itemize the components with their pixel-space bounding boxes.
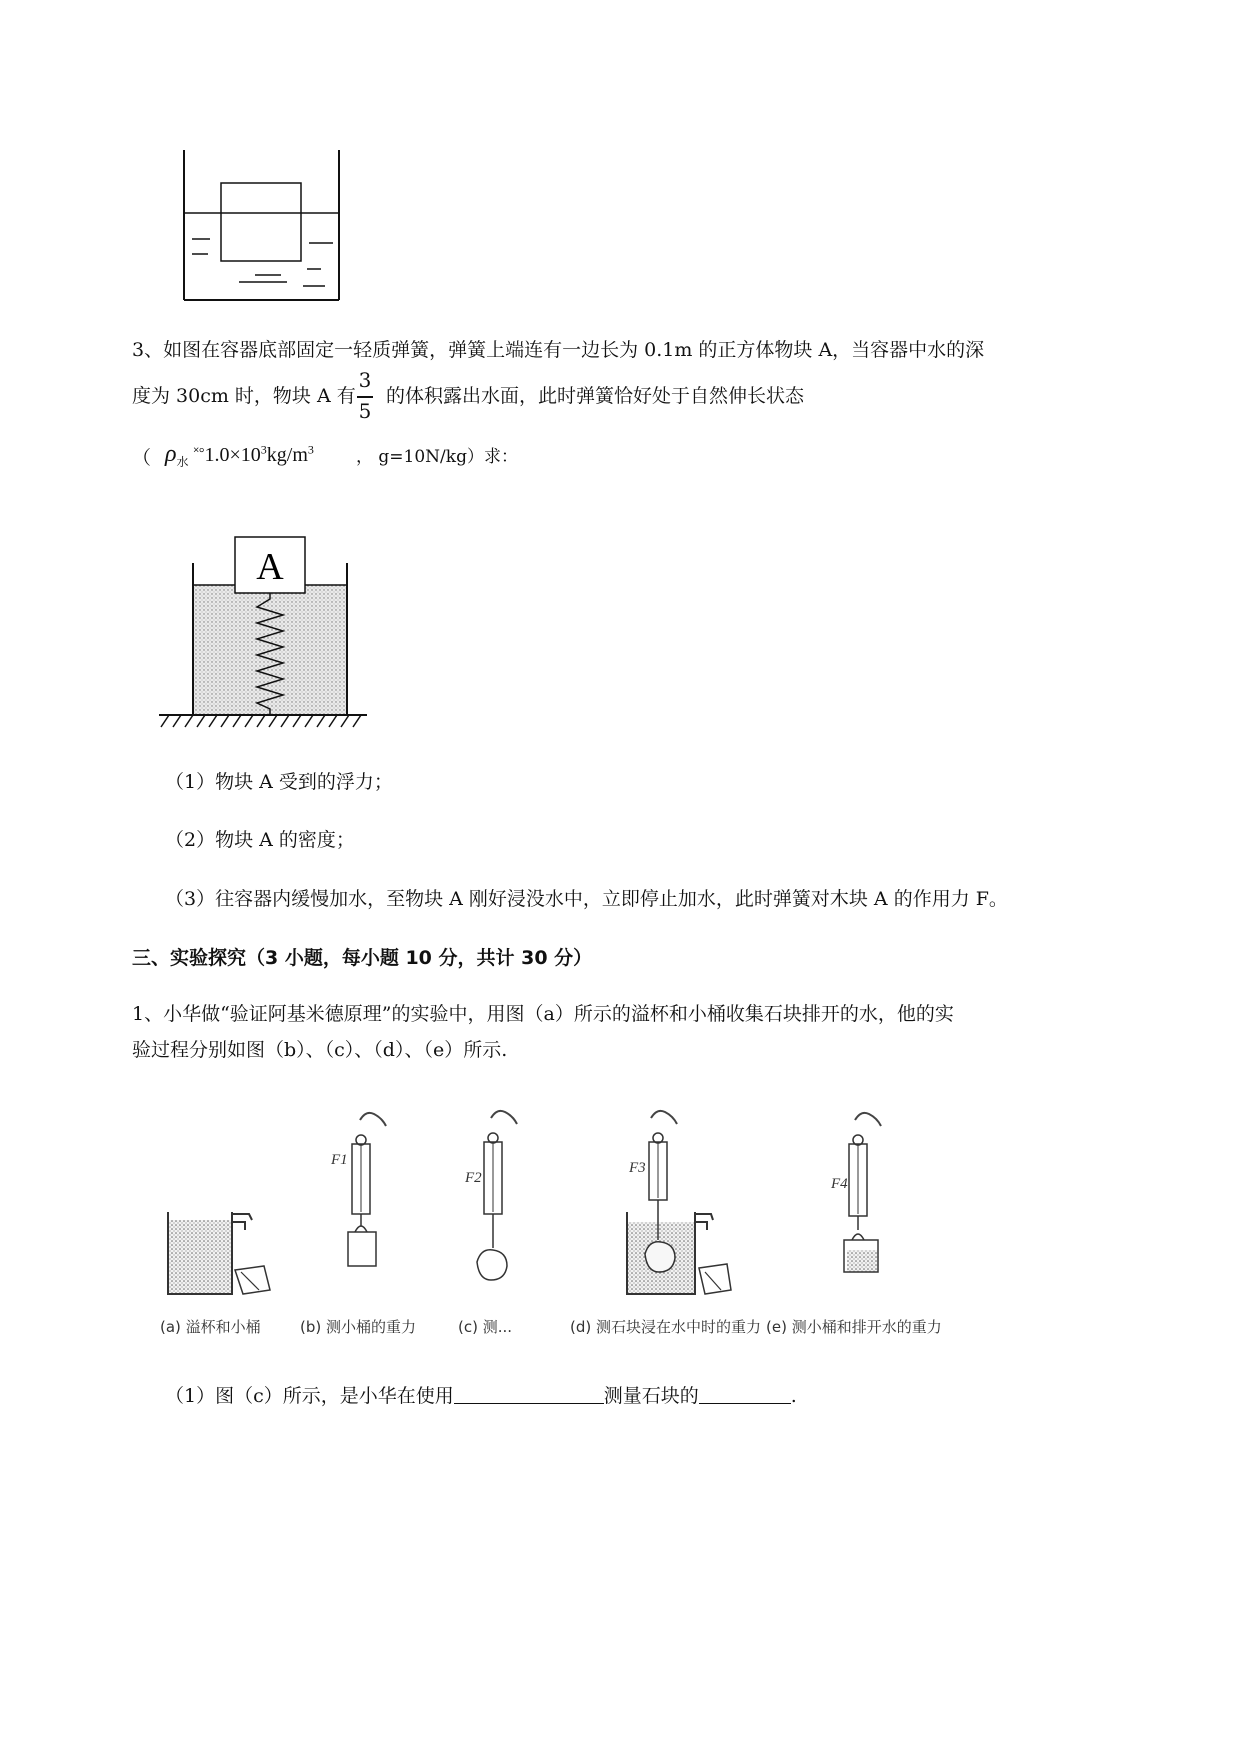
answer-blank-quantity[interactable] [699,1385,791,1404]
force-label-f4: F4 [831,1176,848,1192]
q3-sub3: （3）往容器内缓慢加水，至物块 A 刚好浸没水中，立即停止加水，此时弹簧对木块 A 的作用力 F。 [165,888,1008,910]
caption-c: (c) 测... [458,1318,513,1336]
section-heading: 三、实验探究（3 小题，每小题 10 分，共计 30 分） [132,947,593,969]
fraction-bar [357,396,373,398]
fraction-denominator: 5 [358,399,372,423]
q3-line1: 3、如图在容器底部固定一轻质弹簧，弹簧上端连有一边长为 0.1m 的正方体物块 A，当容器中水的深 [132,339,985,361]
formula-glyph: ˟° [193,446,205,461]
spring-scale-e [844,1113,881,1272]
block-a-label: A [256,546,284,588]
exp1-q1 [165,1384,797,1409]
caption-b: (b) 测小桶的重力 [300,1318,416,1336]
caption-a: (a) 溢杯和小桶 [160,1318,261,1336]
overflow-cup-a [168,1212,270,1294]
exp1-q1-start: （1）图（c）所示，是小华在使用 [165,1385,454,1407]
gravity-text: ， g=10N/kg）求： [356,447,518,467]
force-label-f3: F3 [629,1160,646,1176]
caption-d: (d) 测石块浸在水中时的重力 [570,1318,761,1336]
q3-line3-open: （ [132,447,152,469]
density-formula [165,441,314,470]
density-unit-exponent: 3 [307,442,314,457]
answer-blank-instrument[interactable] [454,1385,604,1404]
overflow-cup-d [627,1111,731,1294]
archimedes-experiment-figure [155,1100,965,1310]
floating-block-figure [175,145,355,305]
exp1-q1-middle: 测量石块的 [603,1385,699,1407]
density-exponent: 3 [260,442,267,457]
fraction-numerator: 3 [358,368,372,392]
exp1-line2: 验过程分别如图（b）、（c）、（d）、（e）所示. [132,1039,508,1061]
spring-scale-b [348,1113,386,1266]
caption-e: (e) 测小桶和排开水的重力 [766,1318,942,1336]
force-label-f2: F2 [465,1170,482,1186]
density-unit: kg/m [266,444,308,466]
rho-symbol: ρ [165,441,177,467]
spring-scale-c [477,1111,517,1280]
q3-sub1: （1）物块 A 受到的浮力； [165,771,393,793]
density-value: 1.0×10 [204,444,261,466]
exp1-line1: 1、小华做“验证阿基米德原理”的实验中，用图（a）所示的溢杯和小桶收集石块排开的水，他的实 [132,1003,954,1025]
q3-sub2: （2）物块 A 的密度； [165,829,355,851]
spring-container-figure [155,533,375,733]
force-label-f1: F1 [331,1152,348,1168]
exp1-q1-end: . [790,1385,797,1407]
q3-line2-start: 度为 30cm 时，物块 A 有 [132,385,356,407]
q3-line2-end: 的体积露出水面，此时弹簧恰好处于自然伸长状态 [386,385,805,407]
rho-subscript: 水 [176,455,189,469]
